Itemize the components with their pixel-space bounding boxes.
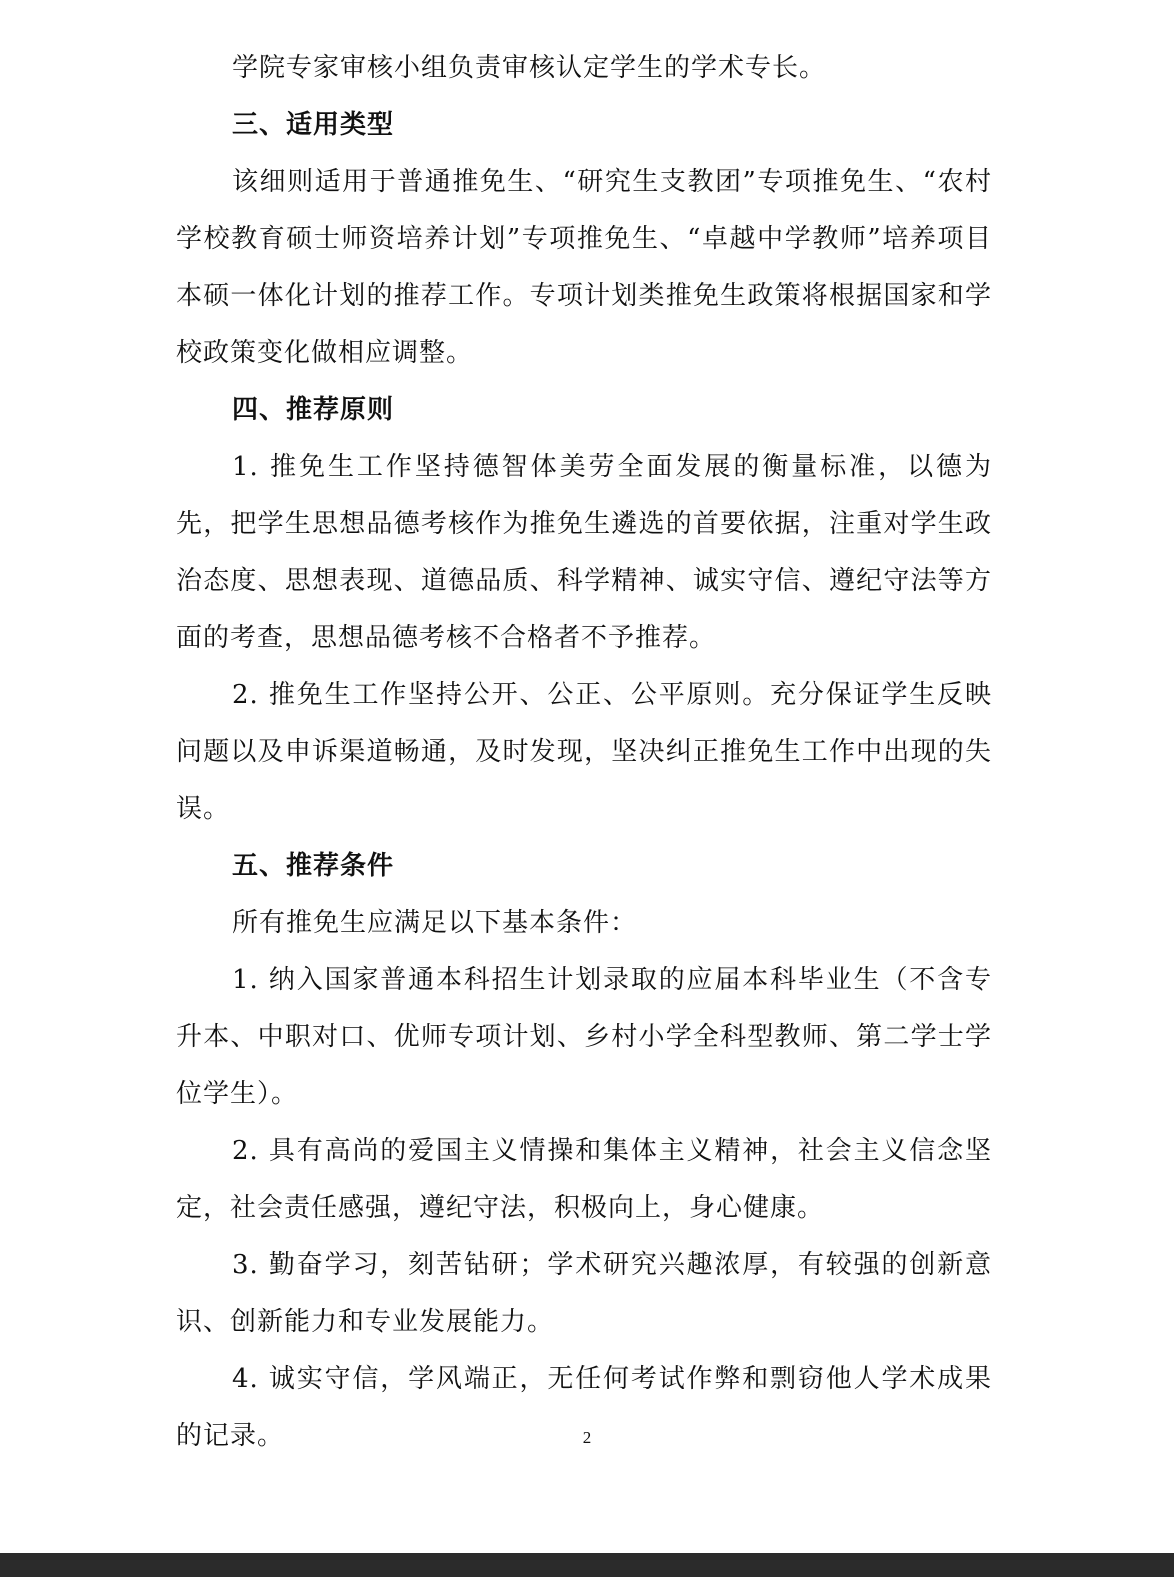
- heading-recommendation-conditions: 五、推荐条件: [232, 851, 395, 881]
- heading-recommendation-principles: 四、推荐原则: [232, 395, 395, 425]
- document-body: [176, 40, 992, 1465]
- paragraph-conditions-intro: 所有推免生应满足以下基本条件：: [232, 908, 638, 938]
- paragraph-condition-2: 2. 具有高尚的爱国主义情操和集体主义精神，社会主义信念坚定，社会责任感强，遵纪守法，积极向上，身心健康。: [176, 1136, 992, 1223]
- paragraph-applicable-types: 该细则适用于普通推免生、“研究生支教团”专项推免生、“农村学校教育硕士师资培养计划”专项推免生、“卓越中学教师”培养项目本硕一体化计划的推荐工作。专项计划类推免生政策将根据国家和学校政策变化做相应调整。: [176, 167, 992, 368]
- paragraph-principle-1: 1. 推免生工作坚持德智体美劳全面发展的衡量标准，以德为先，把学生思想品德考核作为推免生遴选的首要依据，注重对学生政治态度、思想表现、道德品质、科学精神、诚实守信、遵纪守法等方面的考查，思想品德考核不合格者不予推荐。: [176, 452, 992, 653]
- viewer-bottom-bar: [0, 1553, 1174, 1577]
- paragraph-condition-3: 3. 勤奋学习，刻苦钻研；学术研究兴趣浓厚，有较强的创新意识、创新能力和专业发展能力。: [176, 1250, 992, 1337]
- paragraph-condition-4: 4. 诚实守信，学风端正，无任何考试作弊和剽窃他人学术成果的记录。: [176, 1364, 992, 1451]
- page-number: 2: [582, 1428, 592, 1447]
- paragraph-principle-2: 2. 推免生工作坚持公开、公正、公平原则。充分保证学生反映问题以及申诉渠道畅通，及时发现，坚决纠正推免生工作中出现的失误。: [176, 680, 992, 824]
- heading-applicable-types: 三、适用类型: [232, 110, 395, 140]
- paragraph-condition-1: 1. 纳入国家普通本科招生计划录取的应届本科毕业生（不含专升本、中职对口、优师专项计划、乡村小学全科型教师、第二学士学位学生）。: [176, 965, 992, 1109]
- paragraph-expert-review: 学院专家审核小组负责审核认定学生的学术专长。: [232, 53, 827, 83]
